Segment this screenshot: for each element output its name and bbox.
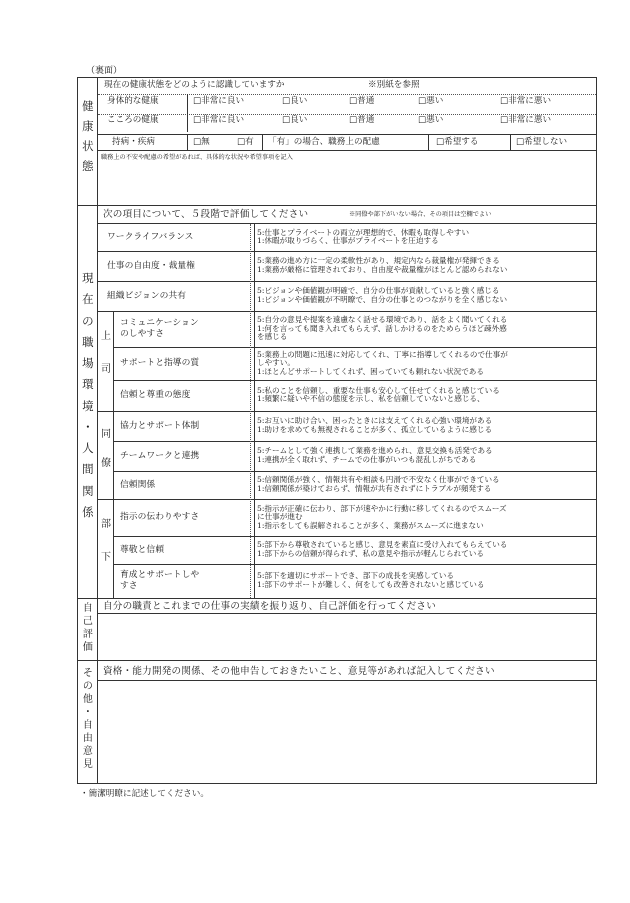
health-option-checkbox[interactable]: □良い — [282, 96, 308, 106]
divider — [187, 134, 188, 150]
divider — [187, 94, 188, 113]
criterion-description — [257, 387, 500, 404]
self-eval-side-char: 評 — [82, 629, 94, 640]
criterion-label-line: 協力とサポート体制 — [120, 420, 200, 431]
criterion-description — [257, 572, 484, 589]
criterion-description-line: 1:休暇が取りづらく、仕事がプライベートを圧迫する — [257, 236, 439, 246]
workplace-side-char: ・ — [82, 419, 94, 434]
criterion-description-line: 1:連携が全く取れず、チームでの仕事がいつも混乱しがちである — [257, 454, 477, 464]
label-column-divider — [97, 77, 98, 784]
criterion-label-line: 尊敬と信頼 — [120, 544, 164, 555]
health-side-char: 健 — [82, 99, 94, 113]
criterion-label-line: すさ — [120, 581, 138, 591]
divider — [114, 536, 596, 537]
section-divider — [77, 205, 597, 206]
group-label-char: 同 — [101, 428, 111, 440]
workplace-side-char: 間 — [82, 462, 94, 477]
divider — [98, 251, 596, 252]
criterion-label — [120, 570, 199, 592]
health-option-checkbox[interactable]: □良い — [282, 115, 308, 125]
criterion-label — [120, 421, 199, 432]
consideration-want-checkbox[interactable]: □希望する — [436, 137, 479, 147]
criterion-description-line: 5:チームとして強く連携して業務を進められ、意見交換も活発である — [257, 446, 493, 456]
workplace-side-char: 係 — [82, 504, 94, 519]
criterion-description — [257, 505, 507, 531]
divider — [98, 311, 596, 312]
other-side-char: 他 — [82, 694, 94, 705]
criterion-label — [120, 512, 199, 523]
health-option-checkbox[interactable]: □普通 — [349, 115, 375, 125]
criterion-description — [257, 229, 469, 246]
criterion-label — [120, 318, 199, 340]
criterion-label — [120, 480, 155, 491]
divider — [250, 224, 251, 598]
health-option-checkbox[interactable]: □悪い — [418, 115, 444, 125]
health-question: 現在の健康状態をどのように認識していますか — [104, 80, 285, 90]
criterion-description-line: 1:部下からの信頼が得られず、私の意見や指示が軽んじられている — [257, 548, 484, 558]
criterion-label-line: 信頼と尊重の態度 — [120, 390, 191, 400]
criterion-description-line: 1:ビジョンや価値観が不明瞭で、自分の仕事とのつながりを全く感じない — [257, 294, 508, 304]
criterion-description-line: 1:助けを求めても無視されることが多く、孤立しているように感じる — [257, 424, 493, 434]
health-row-label: こころの健康 — [107, 115, 159, 125]
divider — [98, 613, 596, 614]
section-divider — [77, 660, 597, 661]
criterion-label-line: のしやすさ — [120, 329, 164, 339]
divider — [510, 134, 511, 150]
health-option-checkbox[interactable]: □悪い — [418, 96, 444, 106]
criterion-description — [257, 287, 507, 304]
criterion-label — [120, 545, 164, 556]
criterion-description — [257, 316, 507, 342]
other-side-char: の — [82, 681, 94, 692]
criterion-label: 仕事の自由度・裁量権 — [107, 260, 195, 271]
section-divider — [77, 598, 597, 599]
criterion-label — [120, 451, 199, 462]
divider — [98, 411, 596, 412]
divider — [113, 311, 114, 411]
criterion-description-line: 1:何を言っても聞き入れてもらえず、話しかけるのをためらうほど疎外感 — [257, 323, 507, 333]
criterion-label-line: 育成とサポートしや — [120, 570, 200, 580]
self-eval-side-char: 価 — [82, 642, 94, 653]
health-option-checkbox[interactable]: □非常に悪い — [500, 115, 552, 125]
health-side-char: 康 — [82, 119, 94, 133]
divider — [262, 134, 263, 150]
workplace-side-char: 職 — [82, 334, 94, 349]
other-side-char: ・ — [82, 707, 94, 718]
divider — [98, 150, 596, 151]
health-option-checkbox[interactable]: □非常に悪い — [500, 96, 552, 106]
health-note: ※別紙を参照 — [368, 80, 420, 90]
criterion-description-line: 5:業務の進め方に一定の柔軟性があり、規定内なら裁量権が発揮できる — [257, 256, 500, 266]
criterion-description-line: を感じる — [257, 332, 288, 342]
self-eval-side-char: 自 — [82, 603, 94, 614]
workplace-side-char: の — [82, 313, 94, 328]
criterion-label: ワークライフバランス — [107, 232, 194, 242]
criterion-description-line: 5:自分の意見や提案を遠慮なく話せる環境であり、話をよく聞いてくれる — [257, 315, 508, 325]
criterion-description-line: 5:仕事とプライベートの両立が理想的で、休暇も取得しやすい — [257, 227, 470, 237]
criterion-description — [257, 351, 508, 377]
health-row-label: 身体的な健康 — [107, 96, 159, 106]
other-side-char: そ — [82, 668, 94, 679]
criterion-description — [257, 476, 500, 493]
criterion-label-line: チームワークと連携 — [120, 450, 200, 461]
health-concern-note: 職務上の不安や配慮の希望があれば、具体的な状況や希望事項を記入 — [101, 154, 293, 161]
criterion-description — [257, 541, 507, 558]
other-side-char: 由 — [82, 733, 94, 744]
criterion-label-line: 指示の伝わりやすさ — [120, 512, 200, 522]
consideration-not-want-checkbox[interactable]: □希望しない — [516, 137, 568, 147]
criterion-description-line: 5:私のことを信頼し、重要な仕事も安心して任せてくれると感じている — [257, 385, 500, 395]
workplace-side-char: 在 — [82, 292, 94, 307]
self-eval-prompt: 自分の職責とこれまでの仕事の実績を振り返り、自己評価を行ってください — [103, 601, 436, 612]
criterion-description-line: 1:信頼関係が築けておらず、情報が共有されずにトラブルが頻発する — [257, 483, 492, 493]
criterion-label — [120, 358, 199, 369]
criterion-description-line: しやすい。 — [257, 358, 295, 368]
page-side-label: （裏面） — [86, 66, 123, 76]
criterion-description — [257, 447, 493, 464]
health-side-char: 状 — [82, 139, 94, 153]
divider — [98, 134, 596, 135]
divider — [114, 441, 596, 442]
divider — [113, 499, 114, 598]
criterion-description-line: 5:信頼関係が強く、情報共有や相談も円滑で不安なく仕事ができている — [257, 475, 500, 485]
group-label-char: 僚 — [101, 457, 111, 469]
consideration-label: 「有」の場合、職務上の配慮 — [268, 137, 380, 147]
health-option-checkbox[interactable]: □非常に良い — [193, 115, 245, 125]
divider — [254, 224, 255, 598]
other-prompt: 資格・能力開発の関係、その他申告しておきたいこと、意見等があれば記入してください — [103, 666, 495, 677]
criterion-description-line: 5:部下を適切にサポートでき、部下の成長を実感している — [257, 571, 454, 581]
criterion-description-line: 5:お互いに助け合い、困ったときには支えてくれる心強い環境がある — [257, 416, 493, 426]
divider — [114, 347, 596, 348]
illness-yes-checkbox[interactable]: □有 — [237, 137, 254, 147]
other-side-char: 自 — [82, 720, 94, 731]
health-side-char: 態 — [82, 159, 94, 173]
workplace-side-char: 関 — [82, 483, 94, 498]
divider — [98, 499, 596, 500]
criterion-label: 組織ビジョンの共有 — [107, 290, 186, 301]
divider — [114, 564, 596, 565]
group-label-char: 下 — [101, 551, 111, 563]
criterion-label-line: 信頼関係 — [120, 479, 156, 490]
divider — [428, 134, 429, 150]
divider — [98, 680, 596, 681]
group-label-char: 上 — [101, 331, 111, 342]
criterion-description-line: 1:業務が厳格に管理されており、自由度や裁量権がほとんど認められない — [257, 264, 508, 274]
workplace-side-char: 境 — [82, 398, 94, 413]
divider — [98, 281, 596, 282]
divider — [98, 94, 596, 95]
criterion-label — [120, 390, 190, 401]
group-label-char: 司 — [101, 364, 111, 376]
health-option-checkbox[interactable]: □非常に良い — [193, 96, 245, 106]
workplace-instruction: 次の項目について、５段階で評価してください — [103, 209, 309, 220]
criterion-description-line: 1:頻繁に疑いや不信の態度を示し、私を信頼していないと感じる、 — [257, 394, 485, 404]
criterion-description-line: 1:ほとんどサポートしてくれず、困っていても頼れない状況である — [257, 366, 484, 376]
criterion-description-line: に仕事が進む — [257, 512, 303, 522]
criterion-description — [257, 257, 507, 274]
criterion-description-line: 1:指示をしても誤解されることが多く、業務がスムーズに進まない — [257, 520, 484, 530]
workplace-instruction-note: ※同僚や部下がいない場合、その項目は空欄でよい — [349, 211, 492, 218]
divider — [114, 380, 596, 381]
criterion-description-line: 1:部下のサポートが難しく、何をしても改善されないと感じている — [257, 579, 485, 589]
illness-none-checkbox[interactable]: □無 — [193, 137, 210, 147]
health-option-checkbox[interactable]: □普通 — [349, 96, 375, 106]
footnote: ・簡潔明瞭に記述してください。 — [80, 789, 209, 799]
other-side-char: 意 — [82, 746, 94, 757]
divider — [114, 471, 596, 472]
divider — [187, 113, 188, 132]
workplace-side-char: 人 — [82, 441, 94, 455]
workplace-side-char: 場 — [82, 356, 94, 370]
workplace-side-char: 環 — [82, 377, 94, 392]
criterion-description-line: 5:ビジョンや価値観が明確で、自分の仕事が貢献していると強く感じる — [257, 286, 500, 296]
workplace-side-char: 現 — [82, 271, 94, 285]
criterion-label-line: コミュニケーション — [120, 318, 199, 328]
divider — [98, 223, 596, 224]
self-eval-side-char: 己 — [82, 616, 94, 627]
divider — [113, 411, 114, 499]
other-side-char: 見 — [82, 759, 94, 770]
illness-label: 持病・疾病 — [112, 137, 155, 147]
criterion-description-line: 5:業務上の問題に迅速に対応してくれ、丁寧に指導してくれるので仕事が — [257, 349, 508, 359]
criterion-description-line: 5:部下から尊敬されていると感じ、意見を素直に受け入れてもらえている — [257, 540, 508, 550]
criterion-label-line: サポートと指導の質 — [120, 358, 200, 368]
group-label-char: 部 — [101, 518, 111, 530]
criterion-description-line: 5:指示が正確に伝わり、部下が速やかに行動に移してくれるのでスムーズ — [257, 503, 507, 513]
criterion-description — [257, 417, 492, 434]
